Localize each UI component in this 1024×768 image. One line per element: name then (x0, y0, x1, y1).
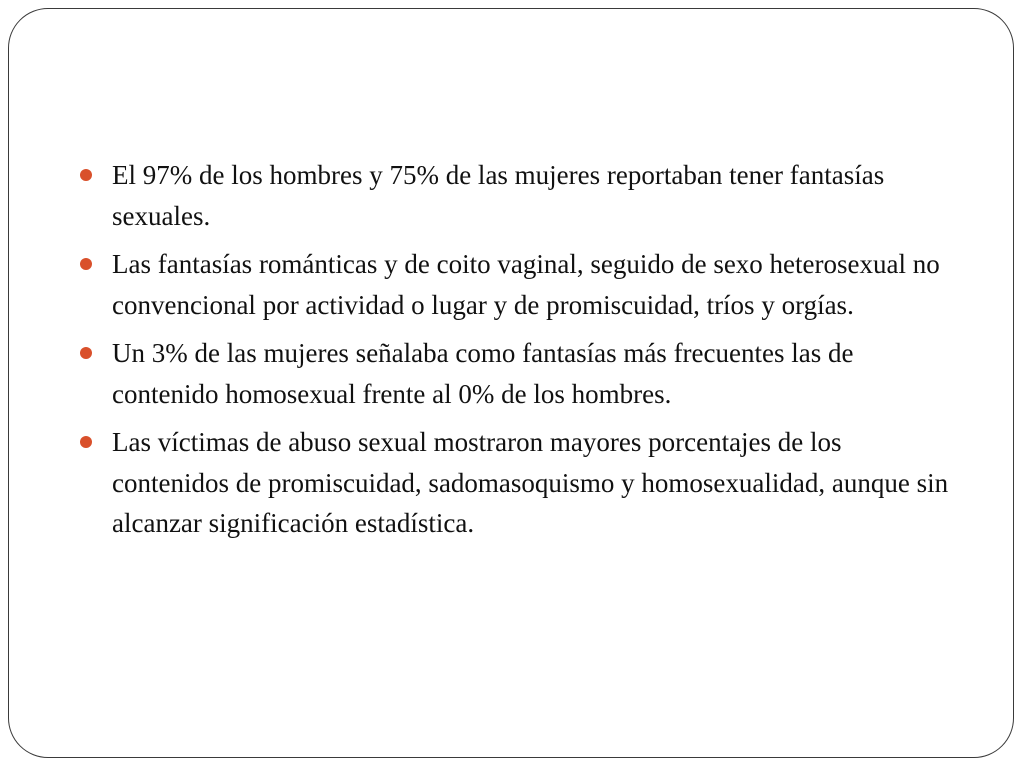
bullet-text: El 97% de los hombres y 75% de las mujeres reportaban tener fantasías sexuales. (112, 160, 885, 231)
bullet-item-3 (80, 333, 960, 414)
bullet-item-4 (80, 422, 960, 544)
bullet-item-2 (80, 244, 960, 325)
bullet-dot-icon (80, 347, 92, 359)
bullet-dot-icon (80, 169, 92, 181)
bullet-text: Un 3% de las mujeres señalaba como fantasías más frecuentes las de contenido homosexual frente al 0% de los hombres. (112, 338, 854, 409)
bullet-dot-icon (80, 258, 92, 270)
bullet-dot-icon (80, 436, 92, 448)
bullet-item-1 (80, 155, 960, 236)
bullet-text: Las fantasías románticas y de coito vaginal, seguido de sexo heterosexual no convencional por actividad o lugar y de promiscuidad, tríos y orgías. (112, 249, 940, 320)
bullet-text: Las víctimas de abuso sexual mostraron mayores porcentajes de los contenidos de promiscuidad, sadomasoquismo y homosexualidad, aunque sin alcanzar significación estadística. (112, 427, 949, 538)
bullet-list (80, 155, 960, 552)
